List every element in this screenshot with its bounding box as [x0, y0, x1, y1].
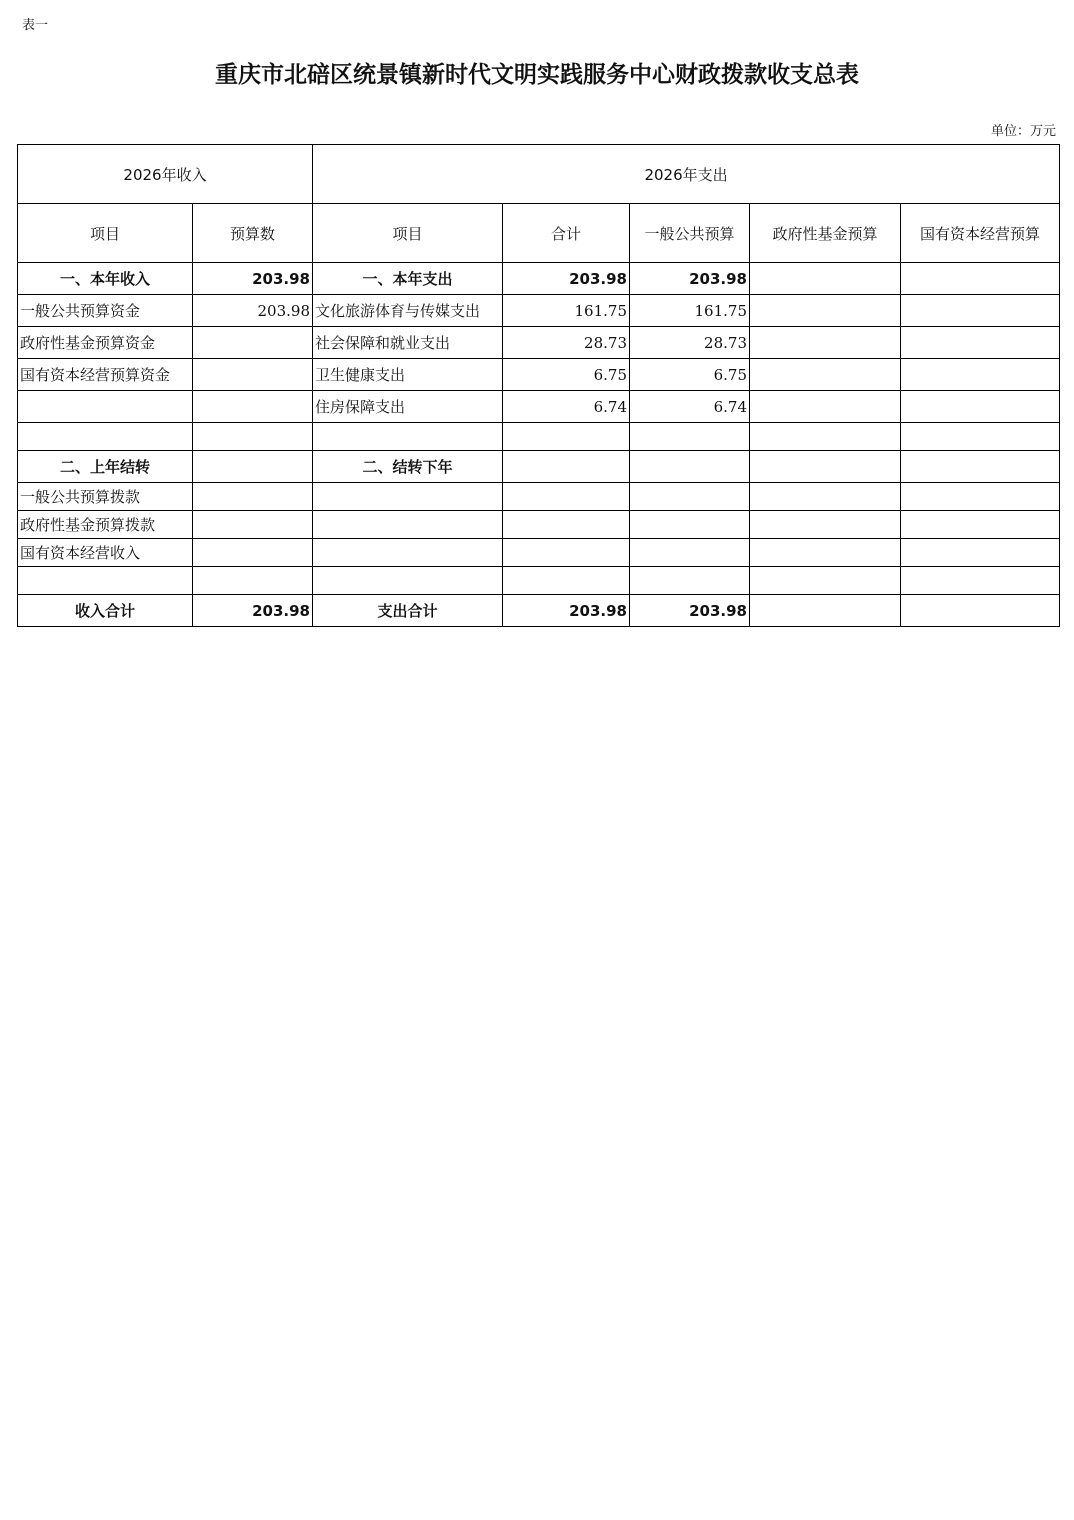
col-header-state-capital: 国有资本经营预算: [901, 204, 1060, 263]
col-header-gov-fund: 政府性基金预算: [750, 204, 901, 263]
column-header-row: [18, 204, 1060, 263]
income-budget-cell: 203.98: [193, 263, 313, 295]
gov-fund-cell: [750, 423, 901, 451]
income-budget-cell: [193, 511, 313, 539]
unit-label: 单位：万元: [990, 124, 1056, 139]
state-capital-cell: [901, 567, 1060, 595]
total-cell: [503, 539, 630, 567]
gov-fund-cell: [750, 567, 901, 595]
col-header-income-item: 项目: [18, 204, 193, 263]
table-row: [18, 451, 1060, 483]
gov-fund-cell: [750, 327, 901, 359]
expense-item-cell: [313, 483, 503, 511]
gov-fund-cell: [750, 451, 901, 483]
total-cell: [503, 423, 630, 451]
expense-item-cell: 二、结转下年: [313, 451, 503, 483]
general-public-cell: [630, 539, 750, 567]
total-cell: [503, 567, 630, 595]
table-row: [18, 295, 1060, 327]
state-capital-cell: [901, 359, 1060, 391]
table-row: [18, 263, 1060, 295]
total-cell: [503, 511, 630, 539]
expense-item-cell: 文化旅游体育与传媒支出: [313, 295, 503, 327]
total-cell: 203.98: [503, 263, 630, 295]
expense-item-cell: [313, 567, 503, 595]
income-budget-cell: [193, 423, 313, 451]
income-budget-cell: [193, 539, 313, 567]
total-cell: [503, 451, 630, 483]
expense-total-label: 支出合计: [313, 595, 503, 627]
income-item-cell: 二、上年结转: [18, 451, 193, 483]
gov-fund-cell: [750, 539, 901, 567]
income-budget-cell: [193, 359, 313, 391]
income-budget-cell: [193, 451, 313, 483]
state-capital-cell: [901, 539, 1060, 567]
income-item-cell: [18, 423, 193, 451]
general-public-cell: [630, 567, 750, 595]
income-budget-cell: [193, 391, 313, 423]
table-row: [18, 511, 1060, 539]
general-public-cell: [630, 423, 750, 451]
expense-item-cell: 卫生健康支出: [313, 359, 503, 391]
general-public-cell: 161.75: [630, 295, 750, 327]
income-total-label: 收入合计: [18, 595, 193, 627]
income-item-cell: 一、本年收入: [18, 263, 193, 295]
col-header-total: 合计: [503, 204, 630, 263]
section-header-row: [18, 145, 1060, 204]
income-item-cell: 政府性基金预算拨款: [18, 511, 193, 539]
income-item-cell: 政府性基金预算资金: [18, 327, 193, 359]
state-capital-cell: [901, 263, 1060, 295]
table-row: [18, 359, 1060, 391]
state-capital-cell: [901, 423, 1060, 451]
income-budget-cell: [193, 327, 313, 359]
gov-fund-cell: [750, 511, 901, 539]
general-public-cell: 203.98: [630, 263, 750, 295]
table-row: [18, 327, 1060, 359]
expense-section-header: 2026年支出: [313, 145, 1060, 204]
gov-fund-cell: [750, 263, 901, 295]
table-row: [18, 539, 1060, 567]
total-cell: [503, 483, 630, 511]
gov-fund-cell: [750, 391, 901, 423]
col-header-general-public: 一般公共预算: [630, 204, 750, 263]
state-capital-cell: [901, 295, 1060, 327]
total-cell: 161.75: [503, 295, 630, 327]
general-public-cell: [630, 451, 750, 483]
income-item-cell: 一般公共预算拨款: [18, 483, 193, 511]
total-cell: 6.75: [503, 359, 630, 391]
general-public-cell: 28.73: [630, 327, 750, 359]
table-row: [18, 483, 1060, 511]
total-cell: 6.74: [503, 391, 630, 423]
general-public-total-value: 203.98: [630, 595, 750, 627]
general-public-cell: [630, 483, 750, 511]
income-budget-cell: [193, 567, 313, 595]
income-budget-cell: [193, 483, 313, 511]
col-header-expense-item: 项目: [313, 204, 503, 263]
income-budget-cell: 203.98: [193, 295, 313, 327]
state-capital-total-value: [901, 595, 1060, 627]
income-item-cell: 一般公共预算资金: [18, 295, 193, 327]
state-capital-cell: [901, 511, 1060, 539]
expense-item-cell: [313, 423, 503, 451]
state-capital-cell: [901, 483, 1060, 511]
expense-item-cell: [313, 539, 503, 567]
budget-summary-table: [17, 144, 1060, 627]
table-number-label: 表一: [22, 18, 49, 33]
col-header-income-budget: 预算数: [193, 204, 313, 263]
income-item-cell: 国有资本经营收入: [18, 539, 193, 567]
gov-fund-cell: [750, 295, 901, 327]
state-capital-cell: [901, 327, 1060, 359]
expense-item-cell: 住房保障支出: [313, 391, 503, 423]
expense-item-cell: 一、本年支出: [313, 263, 503, 295]
expense-item-cell: 社会保障和就业支出: [313, 327, 503, 359]
general-public-cell: [630, 511, 750, 539]
table-row: [18, 567, 1060, 595]
state-capital-cell: [901, 391, 1060, 423]
general-public-cell: 6.74: [630, 391, 750, 423]
income-item-cell: [18, 391, 193, 423]
income-total-value: 203.98: [193, 595, 313, 627]
gov-fund-cell: [750, 359, 901, 391]
income-item-cell: 国有资本经营预算资金: [18, 359, 193, 391]
income-section-header: 2026年收入: [18, 145, 313, 204]
page-title: 重庆市北碚区统景镇新时代文明实践服务中心财政拨款收支总表: [215, 62, 859, 88]
gov-fund-cell: [750, 483, 901, 511]
total-cell: 28.73: [503, 327, 630, 359]
gov-fund-total-value: [750, 595, 901, 627]
table-row: [18, 391, 1060, 423]
totals-row: [18, 595, 1060, 627]
general-public-cell: 6.75: [630, 359, 750, 391]
state-capital-cell: [901, 451, 1060, 483]
expense-total-value: 203.98: [503, 595, 630, 627]
table-row: [18, 423, 1060, 451]
income-item-cell: [18, 567, 193, 595]
expense-item-cell: [313, 511, 503, 539]
